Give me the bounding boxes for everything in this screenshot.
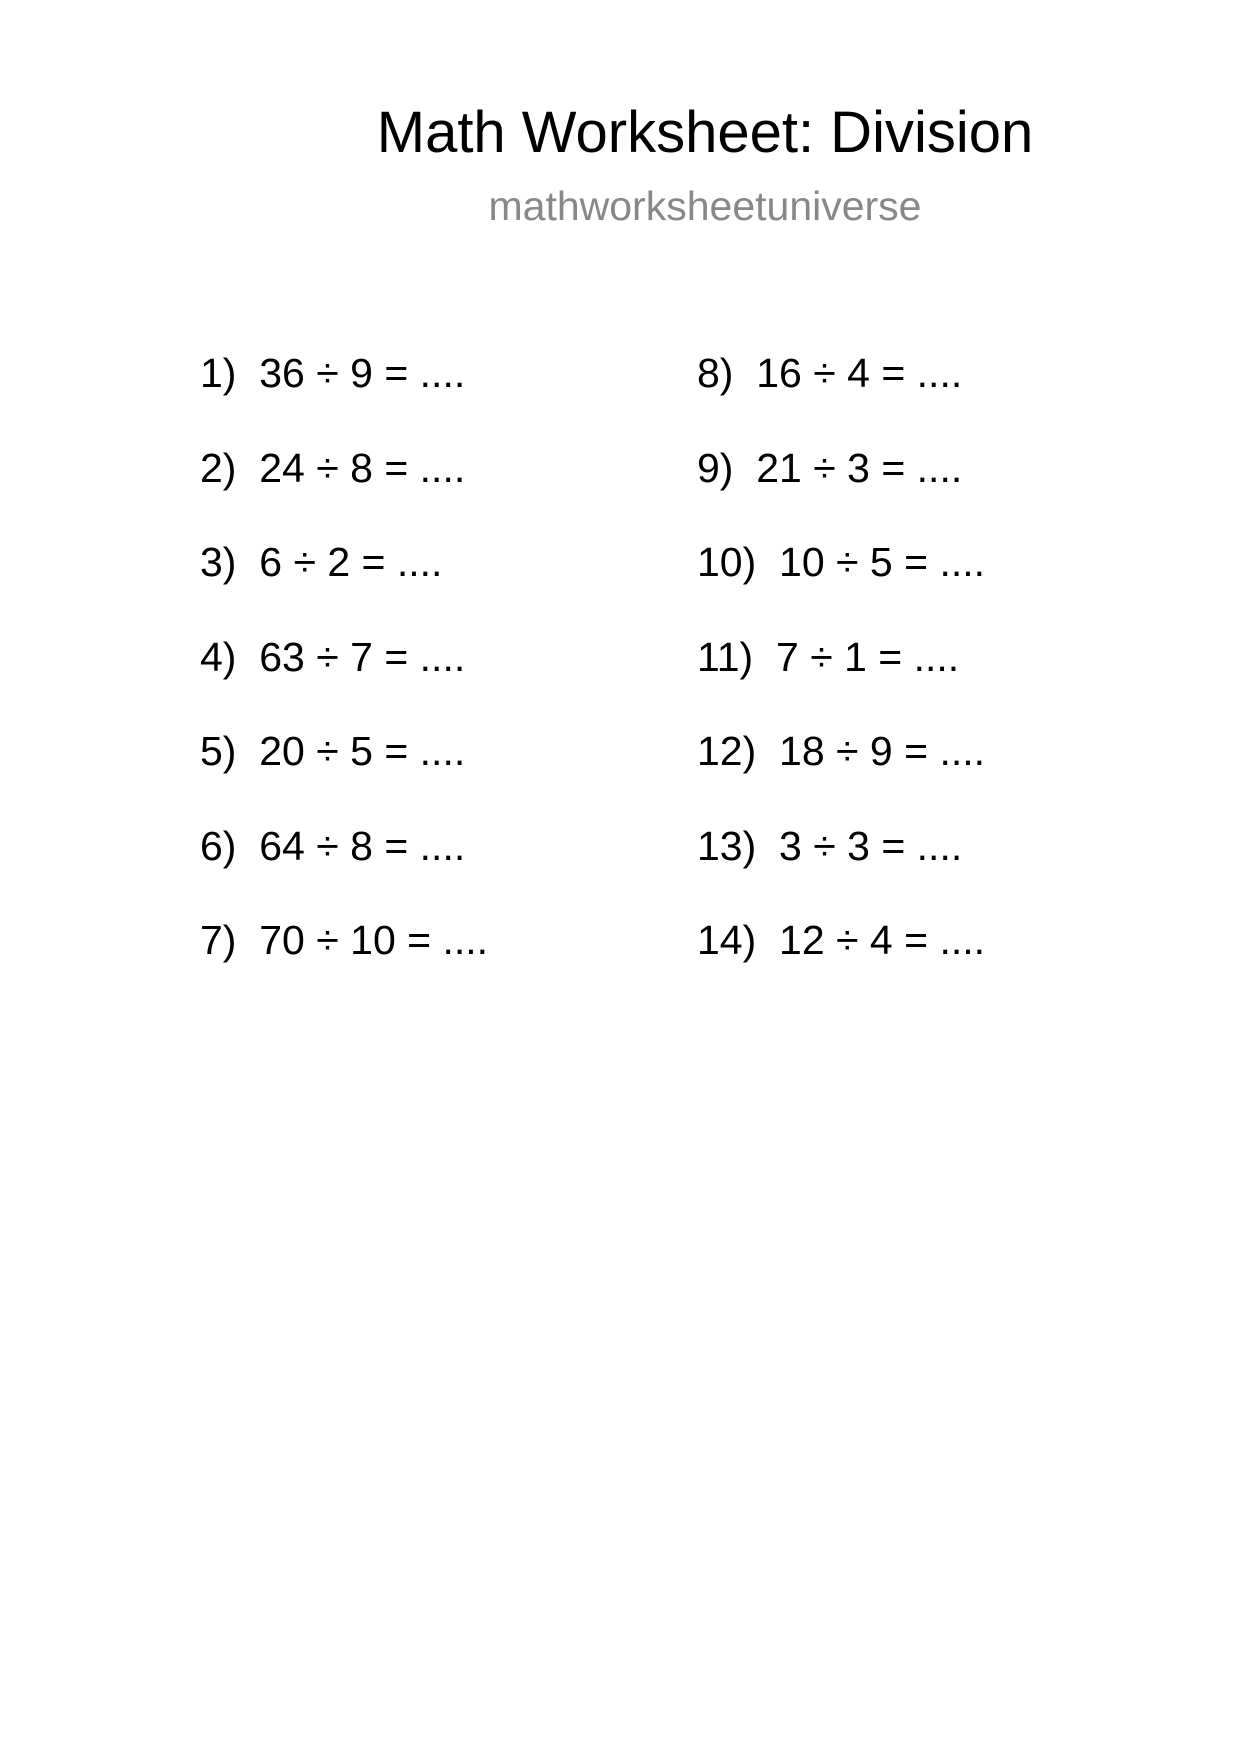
problem-number: 11) [697,633,776,680]
problems-column-left [200,348,488,1010]
problem-expression: 21 ÷ 3 = .... [756,444,963,491]
problem-expression: 24 ÷ 8 = .... [259,444,466,491]
problem-number: 3) [200,539,260,585]
problem-expression: 64 ÷ 8 = .... [259,822,466,869]
problem-number: 14) [697,917,780,963]
page-title: Math Worksheet: Division [376,100,1034,165]
problem-expression: 18 ÷ 9 = .... [779,728,986,774]
problem-expression: 63 ÷ 7 = .... [259,633,466,680]
problem-number: 1) [200,350,260,396]
problem-item [200,348,488,443]
problem-number: 12) [697,728,780,774]
problem-item [697,821,985,916]
problem-item [200,821,488,916]
problem-expression: 12 ÷ 4 = .... [779,917,986,963]
problem-number: 13) [697,822,780,869]
problem-item [697,632,985,727]
problem-item [200,726,488,821]
problem-item [200,443,488,538]
site-name-subtitle: mathworksheetuniverse [488,183,922,229]
problem-item [697,443,985,538]
problem-expression: 3 ÷ 3 = .... [779,822,963,869]
problem-number: 6) [200,822,260,869]
problem-expression: 6 ÷ 2 = .... [259,539,443,585]
problem-item [697,915,985,1010]
problem-expression: 16 ÷ 4 = .... [756,350,963,396]
problem-expression: 10 ÷ 5 = .... [779,539,986,585]
problem-number: 8) [697,350,757,396]
problem-number: 4) [200,633,260,680]
problem-item [697,348,985,443]
problem-item [200,915,488,1010]
problem-number: 7) [200,917,260,963]
problem-item [697,537,985,632]
problem-item [200,537,488,632]
problems-column-right [697,348,985,1010]
problem-expression: 36 ÷ 9 = .... [259,350,466,396]
problem-number: 10) [697,539,780,585]
problem-expression: 70 ÷ 10 = .... [259,917,489,963]
problem-item [200,632,488,727]
problem-expression: 20 ÷ 5 = .... [259,728,466,774]
problem-expression: 7 ÷ 1 = .... [776,633,960,680]
problem-number: 9) [697,444,757,491]
problem-number: 2) [200,444,260,491]
problem-item [697,726,985,821]
problem-number: 5) [200,728,260,774]
